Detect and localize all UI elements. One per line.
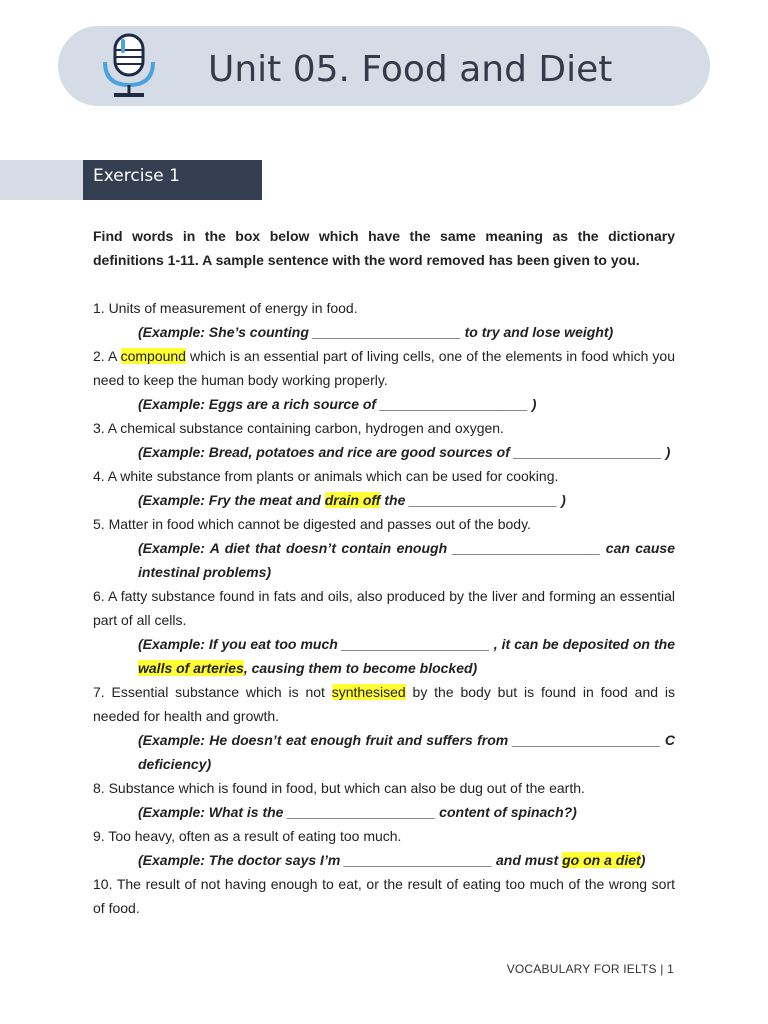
highlighted-word: go on a diet (562, 852, 641, 868)
highlighted-word: walls of arteries (138, 660, 244, 676)
example-text: (Example: Fry the meat and (138, 492, 325, 508)
example-8: (Example: What is the ___________________ content of spinach?) (138, 804, 577, 820)
example-5: (Example: A diet that doesn’t contain enough ___________________ can cause intestinal problems) (138, 540, 675, 580)
microphone-icon (100, 30, 158, 100)
page-title: Unit 05. Food and Diet (208, 49, 613, 90)
highlighted-word: synthesised (331, 684, 406, 700)
definition-8: 8. Substance which is found in food, but which can also be dug out of the earth. (93, 780, 585, 796)
definition-3: 3. A chemical substance containing carbon, hydrogen and oxygen. (93, 420, 504, 436)
instructions: Find words in the box below which have the same meaning as the dictionary definitions 1-11. A sample sentence with the word removed has been given to you. (93, 228, 675, 268)
definition-text: which is an essential part of living cells, one of the elements in food which you need to keep the human body working properly. (93, 348, 675, 388)
example-7: (Example: He doesn’t eat enough fruit and suffers from ___________________ C deficiency) (138, 732, 675, 772)
highlighted-word: drain off (324, 492, 381, 508)
definition-5: 5. Matter in food which cannot be digested and passes out of the body. (93, 516, 531, 532)
definition-7 (93, 680, 675, 728)
example-text: (Example: If you eat too much ___________________ , it can be deposited on the (138, 636, 675, 652)
highlighted-word: compound (120, 348, 186, 364)
example-9 (93, 848, 675, 872)
example-3: (Example: Bread, potatoes and rice are good sources of ___________________ ) (138, 444, 671, 460)
definition-6: 6. A fatty substance found in fats and oils, also produced by the liver and forming an essential part of all cells. (93, 588, 675, 628)
section-label: Exercise 1 (83, 160, 262, 200)
example-4 (93, 488, 675, 512)
exercise-content (93, 224, 675, 920)
page-footer: VOCABULARY FOR IELTS | 1 (506, 962, 674, 976)
example-text: (Example: The doctor says I’m ___________________ and must (138, 852, 563, 868)
definition-4: 4. A white substance from plants or animals which can be used for cooking. (93, 468, 559, 484)
definition-2 (93, 344, 675, 392)
definition-text: 2. A (93, 348, 121, 364)
example-1: (Example: She’s counting ___________________ to try and lose weight) (138, 324, 614, 340)
example-text: , causing them to become blocked) (243, 660, 478, 676)
example-text: the ___________________ ) (380, 492, 566, 508)
example-6 (93, 632, 675, 680)
definition-text: by the body but is found in food and is needed for health and growth. (93, 684, 675, 724)
definition-9: 9. Too heavy, often as a result of eating too much. (93, 828, 402, 844)
example-2: (Example: Eggs are a rich source of ___________________ ) (138, 396, 537, 412)
definition-text: 7. Essential substance which is not (93, 684, 332, 700)
definition-1: 1. Units of measurement of energy in food. (93, 300, 358, 316)
example-text: ) (640, 852, 646, 868)
definition-10: 10. The result of not having enough to eat, or the result of eating too much of the wrong sort of food. (93, 876, 675, 916)
